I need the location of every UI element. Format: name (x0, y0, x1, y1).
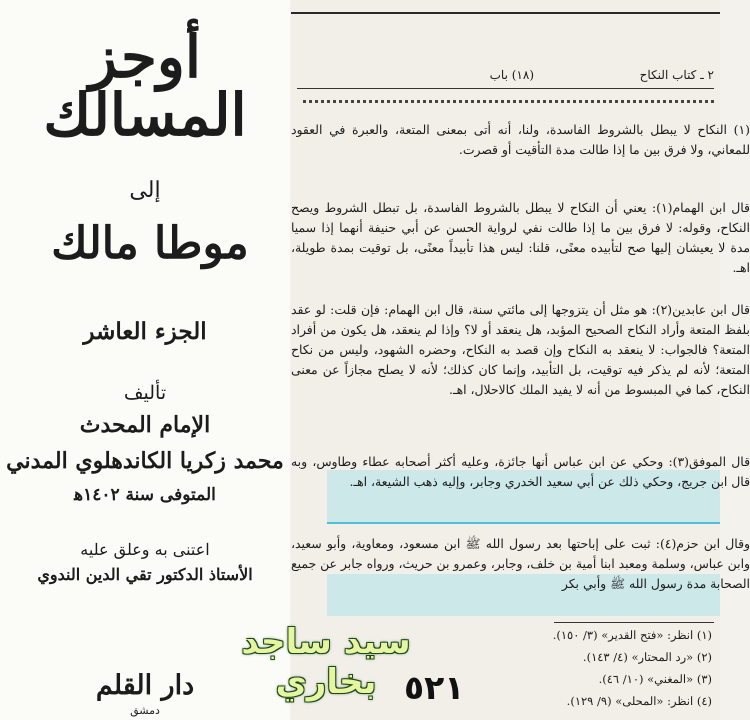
paragraph-3: قال ابن عابدين(٢): هو مثل أن يتزوجها إلى مائتي سنة، قال ابن الهمام: فإن قلت: لو عقد بلفظ المتعة وأراد النكاح الصحيح المؤبد، هل ينعقد أو لا؟ وإذا لم ينعقد، هل يكون من أفراد المتعة؟ فالجواب: لا ينعقد به النكاح وإن قصد به النكاح، وحضره الشهود، وليس من نكاح المتعة؛ لأنه لم يذكر فيه توقيت، بل التأبيد، وإنما كان كذلك؛ لأنه لا يصلح مجازاً عن معنى النكاح، كما في المبسوط من أنه لا يفيد الملك كالاحلال، اهـ. (291, 302, 750, 397)
cover-volume: الجزء العاشر (83, 318, 207, 345)
paragraph-2: قال ابن الهمام(١): يعني أن النكاح لا يبطل بالشروط الفاسدة، بل تبطل الشروط ويصح النكاح، وقوله: لا فرق بين ما إذا طالت نفي لرواية الحسن عن أبي حنيفة أنهما إذا سميا مدة لا يعيشان إليها صح لتأبيده معنًى، قلنا: ليس هذا تأبيداً معنًى، بل توقيت بمدة طويلة، اهـ. (291, 200, 750, 275)
footnote-2: (٢) «رد المحتار» (٤/ ١٤٣). (582, 650, 712, 664)
cover-imam: الإمام المحدث (79, 412, 211, 438)
header-rule (297, 88, 714, 89)
paragraph-5: وقال ابن حزم(٤): ثبت على إباحتها بعد رسول الله ﷺ ابن مسعود، ومعاوية، وأبو سعيد، وابن عباس، وسلمة ومعبد ابنا أمية بن خلف، وجابر، وعمرو بن حريث، ورواه جابر عن جميع الصحابة مدة رسول الله ﷺ وأبي بكر (291, 536, 750, 591)
cover-death-year: المتوفى سنة ١٤٠٢ﻫ (74, 485, 216, 505)
dotted-rule (303, 100, 714, 103)
cover-editor: الأستاذ الدكتور تقي الدين الندوي (37, 565, 253, 584)
cover-title: أوجز المسالك (43, 23, 247, 149)
footnote-rule (554, 622, 714, 623)
book-cover (0, 0, 290, 720)
highlight-underline (327, 522, 720, 524)
top-border (291, 12, 720, 14)
book-page (291, 0, 750, 720)
cover-publisher: دار القلم (95, 670, 195, 701)
paragraph-1: (١) النكاح لا يبطل بالشروط الفاسدة، ولنا، أنه أتى بمعنى المتعة، والعبرة في العقود للمعاني، ولا فرق بين ما إذا طالت مدة التأقيت أو قصرت. (291, 122, 750, 157)
header-chapter: ٢ ـ كتاب النكاح (639, 68, 714, 82)
footnote-1: (١) انظر: «فتح القدير» (٣/ ١٥٠). (552, 628, 712, 642)
header-section: (١٨) باب (489, 68, 534, 82)
cover-subtitle: موطا مالك (51, 218, 249, 269)
footnote-4: (٤) انظر: «المحلى» (٩/ ١٢٩). (566, 694, 712, 708)
cover-city: دمشق (130, 704, 160, 717)
cover-talif: تأليف (123, 382, 167, 404)
page-number: ٥٢١ (404, 668, 465, 707)
page-header (297, 64, 714, 88)
footnote-3: (٣) «المغني» (١٠/ ٤٦). (598, 672, 712, 686)
cover-editor-intro: اعتنى به وعلق عليه (80, 540, 210, 559)
cover-ila: إلى (129, 178, 161, 203)
overlay-name-text: سيد ساجد بخاري (241, 622, 411, 702)
cover-author: محمد زكريا الكاندهلوي المدني (6, 448, 284, 474)
paragraph-4: قال الموفق(٣): وحكي عن ابن عباس أنها جائزة، وعليه أكثر أصحابه عطاء وطاوس، وبه قال ابن جريج، وحكي ذلك عن أبي سعيد الخدري وجابر، وإليه ذهب الشيعة، اهـ. (291, 454, 750, 489)
